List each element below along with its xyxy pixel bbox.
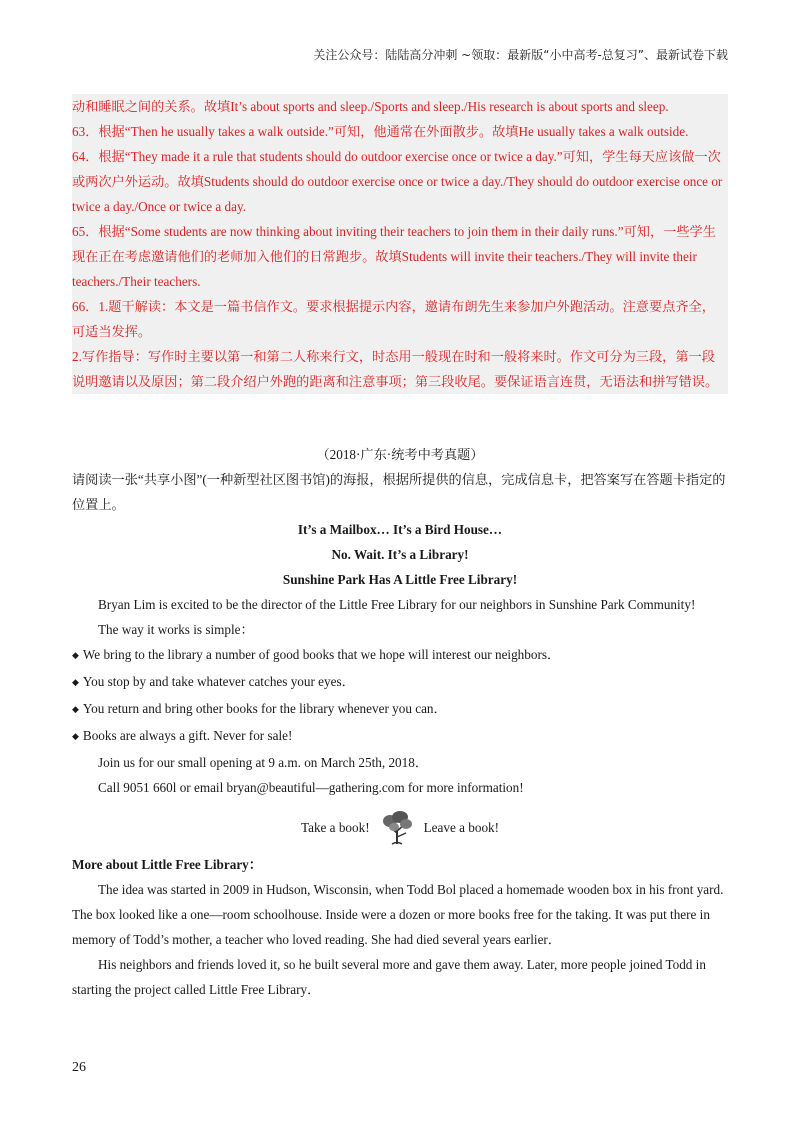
- take-book-text: Take a book!: [300, 819, 370, 835]
- take-leave-row: [72, 802, 728, 852]
- page-number: 26: [72, 1060, 86, 1075]
- poster-bullet: ◆ Books are always a gift. Never for sale!: [72, 723, 728, 750]
- poster-bullet: ◆ You stop by and take whatever catches your eyes．: [72, 669, 728, 696]
- page-header: 关注公众号：陆陆高分冲刺 ~领取：最新版“小中高考-总复习”、最新试卷下载: [313, 48, 728, 62]
- more-paragraph-2: His neighbors and friends loved it, so he built several more and gave them away. Later, more people joined Todd in starting the project called Little Free Library．: [72, 957, 706, 997]
- poster-title-2: No. Wait. It’s a Library!: [331, 547, 469, 562]
- poster-title-3: Sunshine Park Has A Little Free Library!: [282, 572, 518, 587]
- leave-book-text: Leave a book!: [423, 819, 500, 835]
- answer-line: 动和睡眠之间的关系。故填It’s about sports and sleep./Sports and sleep./His research is about sports and sleep.: [72, 99, 669, 114]
- poster-bullet: ◆ We bring to the library a number of good books that we hope will interest our neighbors．: [72, 642, 728, 669]
- answer-line: 63．根据“Then he usually takes a walk outside.”可知，他通常在外面散步。故填He usually takes a walk outside.: [72, 124, 689, 139]
- more-heading: More about Little Free Library：: [72, 857, 262, 872]
- tree-icon: [380, 809, 414, 845]
- poster-contact: Call 9051 660l or email bryan@beautiful—gathering.com for more information!: [98, 780, 524, 795]
- question-content: [72, 442, 728, 1002]
- answer-line: 64．根据“They made it a rule that students should do outdoor exercise once or twice a day.”可知，学生每天应该做一次或两次户外运动。故填Students should do outdoor exercise once or twice a day./They should do outdoor exercise once or twice a day./Once or twice a day.: [72, 149, 723, 214]
- answer-line: 65．根据“Some students are now thinking about inviting their teachers to join them in their daily runs.”可知，一些学生现在正在考虑邀请他们的老师加入他们的日常跑步。故填Students will invite their teachers./They will invite their teachers./Their teachers.: [72, 224, 716, 289]
- poster-bullet: ◆ You return and bring other books for the library whenever you can．: [72, 696, 728, 723]
- answer-line: 66．1.题干解读：本文是一篇书信作文。要求根据提示内容，邀请布朗先生来参加户外跑活动。注意要点齐全，可适当发挥。: [72, 299, 715, 339]
- answer-explanations: [72, 94, 728, 394]
- instruction-text: 请阅读一张“共享小图”(一种新型社区图书馆)的海报，根据所提供的信息，完成信息卡，把答案写在答题卡指定的位置上。: [72, 472, 726, 512]
- poster-title-1: It’s a Mailbox… It’s a Bird House…: [297, 522, 503, 537]
- answer-line: 2.写作指导：写作时主要以第一和第二人称来行文，时态用一般现在时和一般将来时。作文可分为三段，第一段说明邀请以及原因；第二段介绍户外跑的距离和注意事项；第三段收尾。要保证语言连贯，无语法和拼写错误。: [72, 349, 719, 389]
- more-paragraph-1: The idea was started in 2009 in Hudson, Wisconsin, when Todd Bol placed a homemade wooden box in his front yard. The box looked like a one—room schoolhouse. Inside were a dozen or more books free for the taking. It was put there in memory of Todd’s mother, a teacher who loved reading. She had died several years earlier．: [72, 882, 724, 947]
- poster-opening: Join us for our small opening at 9 a.m. on March 25th, 2018．: [98, 755, 429, 770]
- poster-works: The way it works is simple：: [98, 622, 254, 637]
- poster-intro: Bryan Lim is excited to be the director of the Little Free Library for our neighbors in Sunshine Park Community!: [98, 597, 696, 612]
- source-label: （2018·广东·统考中考真题）: [316, 447, 484, 462]
